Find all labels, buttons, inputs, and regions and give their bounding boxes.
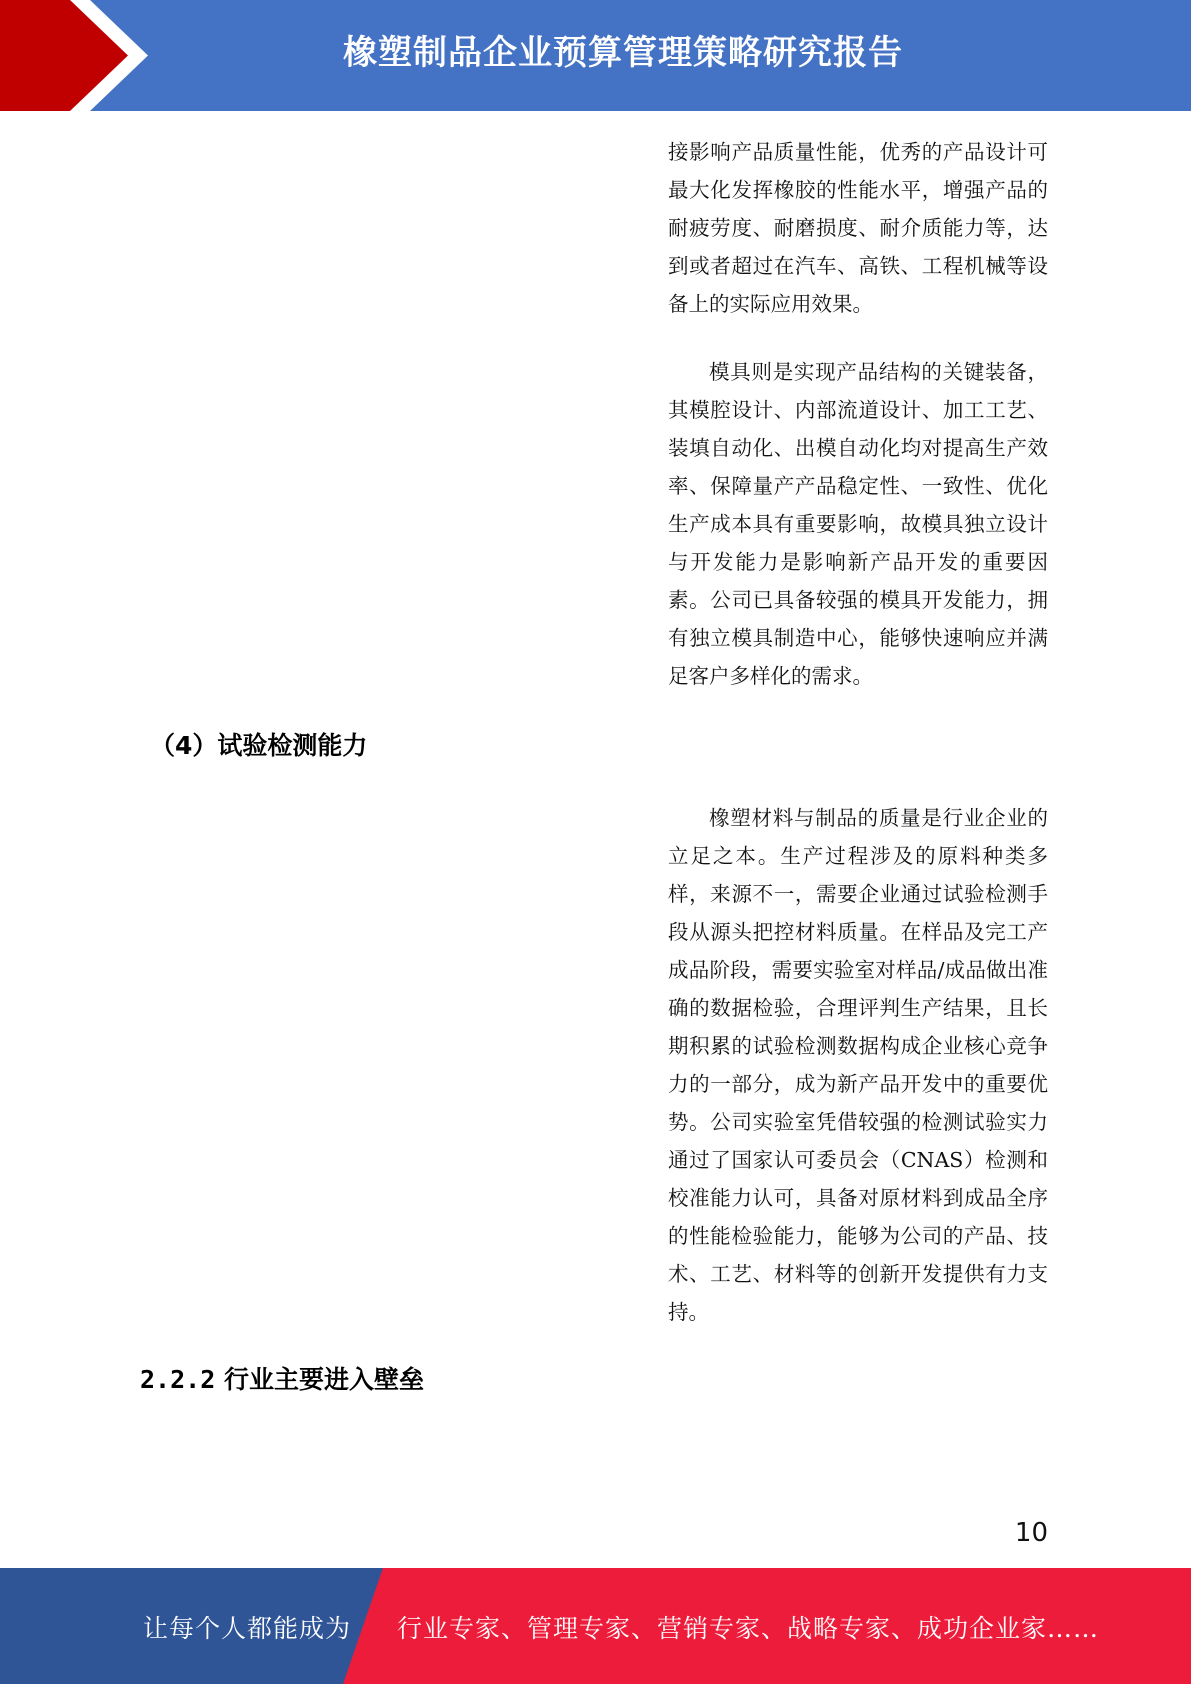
section-heading-testing-capability: （4）试验检测能力 bbox=[150, 731, 368, 760]
body-paragraph-mold: 模具则是实现产品结构的关键装备，其模腔设计、内部流道设计、加工工艺、装填自动化、出模自动化均对提高生产效率、保障量产产品稳定性、一致性、优化生产成本具有重要影响，故模具独立设计与开发能力是影响新产品开发的重要因素。公司已具备较强的模具开发能力，拥有独立模具制造中心，能够快速响应并满足客户多样化的需求。 bbox=[668, 360, 1048, 688]
page-header bbox=[0, 0, 1191, 111]
section-heading-text: 行业主要进入壁垒 bbox=[223, 1365, 424, 1394]
body-paragraph-product-design: 接影响产品质量性能，优秀的产品设计可最大化发挥橡胶的性能水平，增强产品的耐疲劳度、耐磨损度、耐介质能力等，达到或者超过在汽车、高铁、工程机械等设备上的实际应用效果。 bbox=[668, 140, 1048, 316]
header-arrow-decoration bbox=[0, 0, 160, 111]
page-footer bbox=[0, 1568, 1191, 1684]
body-paragraph-testing: 橡塑材料与制品的质量是行业企业的立足之本。生产过程涉及的原料种类多样，来源不一，需要企业通过试验检测手段从源头把控材料质量。在样品及完工产成品阶段，需要实验室对样品/成品做出准确的数据检验，合理评判生产结果，且长期积累的试验检测数据构成企业核心竞争力的一部分，成为新产品开发中的重要优势。公司实验室凭借较强的检测试验实力通过了国家认可委员会（CNAS）检测和校准能力认可，具备对原材料到成品全序的性能检验能力，能够为公司的产品、技术、工艺、材料等的创新开发提供有力支持。 bbox=[668, 806, 1048, 1324]
document-title: 橡塑制品企业预算管理策略研究报告 bbox=[343, 33, 903, 73]
footer-slogan-left: 让每个人都能成为 bbox=[143, 1614, 352, 1643]
footer-slogan-right: 行业专家、管理专家、营销专家、战略专家、成功企业家…… bbox=[397, 1614, 1100, 1643]
page-number: 10 bbox=[1014, 1518, 1048, 1548]
section-heading-entry-barriers bbox=[140, 1360, 424, 1396]
section-number: 2.2.2 bbox=[140, 1365, 216, 1394]
